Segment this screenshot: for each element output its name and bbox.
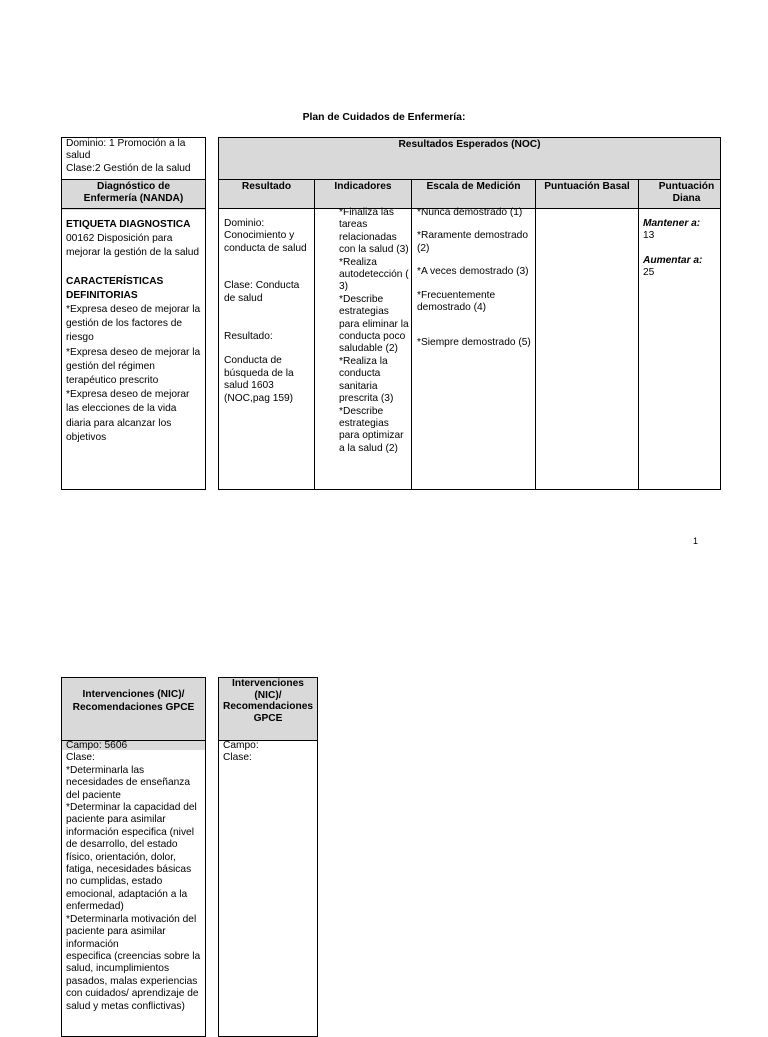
nic-table-1 xyxy=(61,677,206,1037)
caracteristica-item: *Expresa deseo de mejorar las elecciones de la vida diaria para alcanzar los objetivos xyxy=(66,389,190,443)
nanda-table xyxy=(61,137,206,490)
aumentar-value: 25 xyxy=(643,267,655,279)
caracteristicas-heading: CARACTERÍSTICAS DEFINITORIAS xyxy=(66,275,164,301)
resultado-cell xyxy=(224,218,312,405)
escala-item: *Siempre demostrado (5) xyxy=(417,337,531,349)
escala-item: *A veces demostrado (3) xyxy=(417,266,529,278)
nic-table-2 xyxy=(218,677,318,1037)
nanda-header: Diagnóstico de Enfermería (NANDA) xyxy=(62,180,205,210)
mantener-label: Mantener a: xyxy=(643,218,701,229)
caracteristica-item: *Expresa deseo de mejorar la gestión del régimen terapéutico prescrito xyxy=(66,346,201,387)
resultado-dominio: Dominio: Conocimiento y conducta de salud xyxy=(224,218,307,254)
aumentar-label: Aumentar a: xyxy=(643,254,703,266)
escala-cell xyxy=(417,207,534,350)
class-line: Clase:2 Gestión de la salud xyxy=(66,162,191,174)
nic-header-1: Intervenciones (NIC)/ Recomendaciones GPCE xyxy=(62,678,205,750)
col-diana: Puntuación Diana xyxy=(658,181,715,204)
nic-content-2: Campo: Clase: xyxy=(223,740,259,764)
mantener-value: 13 xyxy=(643,230,655,242)
caracteristica-item: *Expresa deseo de mejorar la gestión de los factores de riesgo xyxy=(66,304,201,344)
nanda-body xyxy=(66,218,202,445)
domain-line: Dominio: 1 Promoción a la salud xyxy=(66,138,186,162)
col-basal: Puntuación Basal xyxy=(544,181,630,192)
noc-header: Resultados Esperados (NOC) xyxy=(219,138,720,180)
nic-header-2: Intervenciones (NIC)/ Recomendaciones GPCE xyxy=(219,678,317,740)
col-resultado: Resultado xyxy=(241,181,292,192)
resultado-label: Resultado: xyxy=(224,331,273,343)
escala-item: *Frecuentemente demostrado (4) xyxy=(417,289,496,314)
noc-table xyxy=(218,137,721,490)
nic-content-1: Campo: 5606 Clase: *Determinarla las necesidades de enseñanza del paciente *Determinar la capacidad del paciente para asimilar información especifica (nivel de desarrollo, del estado físico, orientación, dolor, fatiga, necesidades básicas no cumplidas, estado emocional, adaptación a la enfermedad) *Determinarla motivación del paciente para asimilar información especifica (creencias sobre la salud, incumplimientos pasados, malas experiencias con cuidados/ aprendizaje de salud y metas conflictivas) xyxy=(66,740,201,1012)
page-number: 1 xyxy=(692,536,698,546)
indicadores-cell: *Finaliza las tareas relacionadas con la salud (3) *Realiza autodetección ( 3) *Describe estrategias para eliminar la conducta poco saludable (2) *Realiza la conducta sanitaria prescrita (3) *Describe estrategias para optimizar a la salud (2) xyxy=(339,207,409,454)
diana-cell xyxy=(643,218,721,280)
etiqueta-heading: ETIQUETA DIAGNOSTICA xyxy=(66,219,191,230)
escala-item: *Nunca demostrado (1) xyxy=(417,207,523,218)
resultado-clase: Clase: Conducta de salud xyxy=(224,280,300,304)
col-escala: Escala de Medición xyxy=(426,181,521,192)
escala-item: *Raramente demostrado (2) xyxy=(417,230,528,254)
resultado-text: Conducta de búsqueda de la salud 1603 (NOC,pag 159) xyxy=(224,355,294,404)
col-indicadores: Indicadores xyxy=(334,181,392,192)
domain-cell xyxy=(62,138,205,179)
etiqueta-text: 00162 Disposición para mejorar la gestión de la salud xyxy=(66,233,200,259)
page-title: Plan de Cuidados de Enfermería: xyxy=(302,112,466,123)
